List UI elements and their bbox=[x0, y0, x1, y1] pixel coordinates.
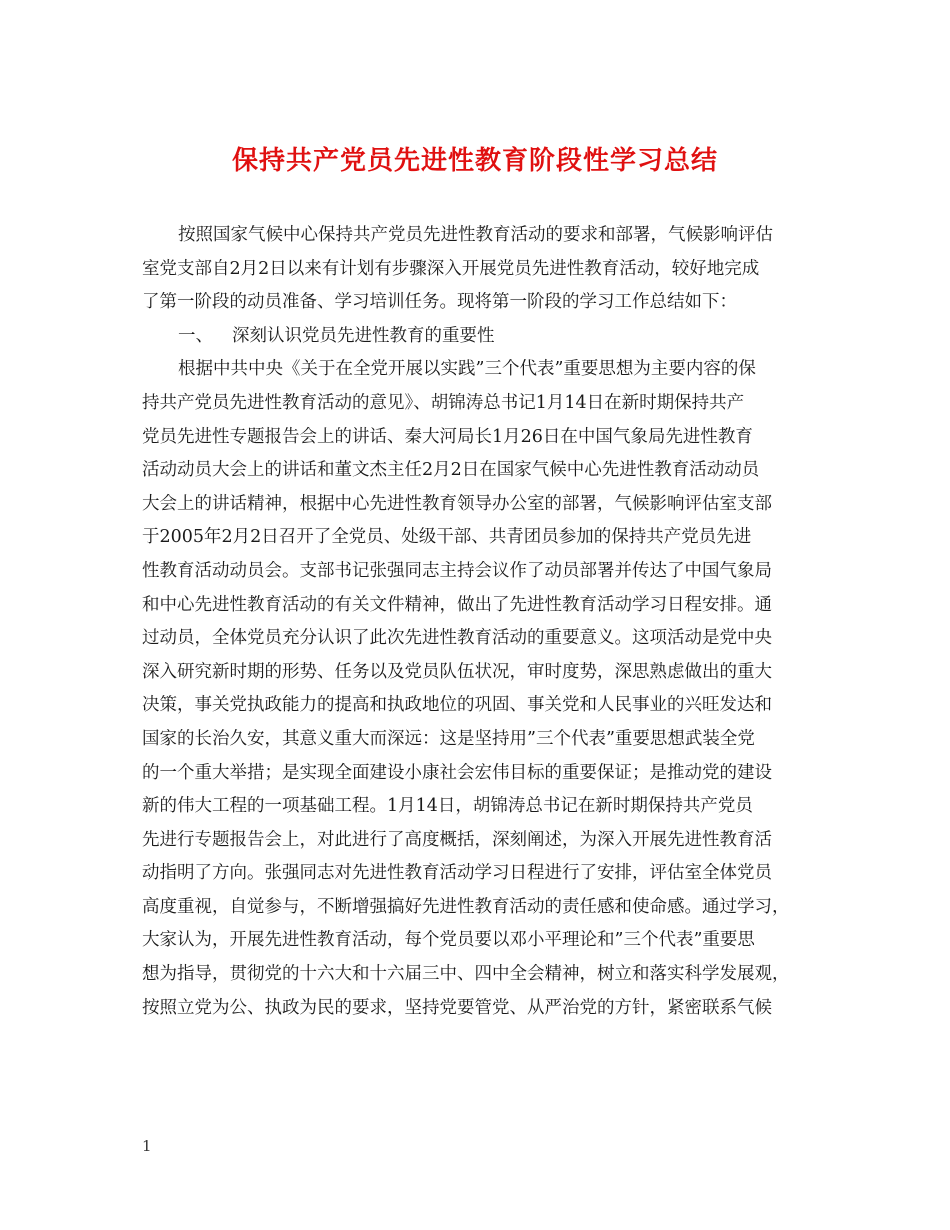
document-body bbox=[142, 219, 822, 1025]
body-line: 决策，事关党执政能力的提高和执政地位的巩固、事关党和人民事业的兴旺发达和 bbox=[142, 695, 772, 716]
body-line: 根据中共中央《关于在全党开展以实践”三个代表”重要思想为主要内容的保 bbox=[178, 359, 756, 380]
page-number: 1 bbox=[142, 1137, 152, 1155]
section-heading-text: 深刻认识党员先进性教育的重要性 bbox=[232, 325, 495, 346]
section-heading bbox=[142, 320, 822, 354]
body-line: 深入研究新时期的形势、任务以及党员队伍状况，审时度势，深思熟虑做出的重大 bbox=[142, 661, 772, 682]
body-line: 先进行专题报告会上，对此进行了高度概括，深刻阐述，为深入开展先进性教育活 bbox=[142, 829, 772, 850]
body-line: 党员先进性专题报告会上的讲话、秦大河局长1月26日在中国气象局先进性教育 bbox=[142, 426, 753, 447]
body-line: 和中心先进性教育活动的有关文件精神，做出了先进性教育活动学习日程安排。通 bbox=[142, 594, 772, 615]
section-heading-number: 一、 bbox=[178, 325, 213, 346]
body-line: 于2005年2月2日召开了全党员、处级干部、共青团员参加的保持共产党员先进 bbox=[142, 527, 752, 548]
body-line: 高度重视，自觉参与，不断增强搞好先进性教育活动的责任感和使命感。通过学习， bbox=[142, 896, 790, 917]
body-line: 性教育活动动员会。支部书记张强同志主持会议作了动员部署并传达了中国气象局 bbox=[142, 560, 772, 581]
intro-line: 室党支部自2月2日以来有计划有步骤深入开展党员先进性教育活动，较好地完成 bbox=[142, 258, 760, 279]
body-line: 按照立党为公、执政为民的要求，坚持党要管党、从严治党的方针，紧密联系气候 bbox=[142, 997, 772, 1018]
body-line: 国家的长治久安，其意义重大而深远：这是坚持用”三个代表”重要思想武装全党 bbox=[142, 728, 755, 749]
intro-line: 了第一阶段的动员准备、学习培训任务。现将第一阶段的学习工作总结如下： bbox=[142, 292, 737, 313]
body-line: 过动员，全体党员充分认识了此次先进性教育活动的重要意义。这项活动是党中央 bbox=[142, 628, 772, 649]
intro-line: 按照国家气候中心保持共产党员先进性教育活动的要求和部署，气候影响评估 bbox=[178, 225, 773, 245]
body-line: 新的伟大工程的一项基础工程。1月14日，胡锦涛总书记在新时期保持共产党员 bbox=[142, 796, 753, 817]
body-line: 的一个重大举措；是实现全面建设小康社会宏伟目标的重要保证；是推动党的建设 bbox=[142, 762, 772, 783]
body-line: 想为指导，贯彻党的十六大和十六届三中、四中全会精神，树立和落实科学发展观， bbox=[142, 964, 790, 985]
body-line: 持共产党员先进性教育活动的意见》、胡锦涛总书记1月14日在新时期保持共产 bbox=[142, 392, 745, 413]
document-title: 保持共产党员先进性教育阶段性学习总结 bbox=[231, 146, 718, 176]
body-line: 活动动员大会上的讲话和董文杰主任2月2日在国家气候中心先进性教育活动动员 bbox=[142, 460, 760, 481]
body-line: 大会上的讲话精神，根据中心先进性教育领导办公室的部署，气候影响评估室支部 bbox=[142, 493, 772, 514]
body-line: 动指明了方向。张强同志对先进性教育活动学习日程进行了安排，评估室全体党员 bbox=[142, 863, 772, 884]
body-line: 大家认为，开展先进性教育活动，每个党员要以邓小平理论和”三个代表”重要思 bbox=[142, 930, 755, 951]
